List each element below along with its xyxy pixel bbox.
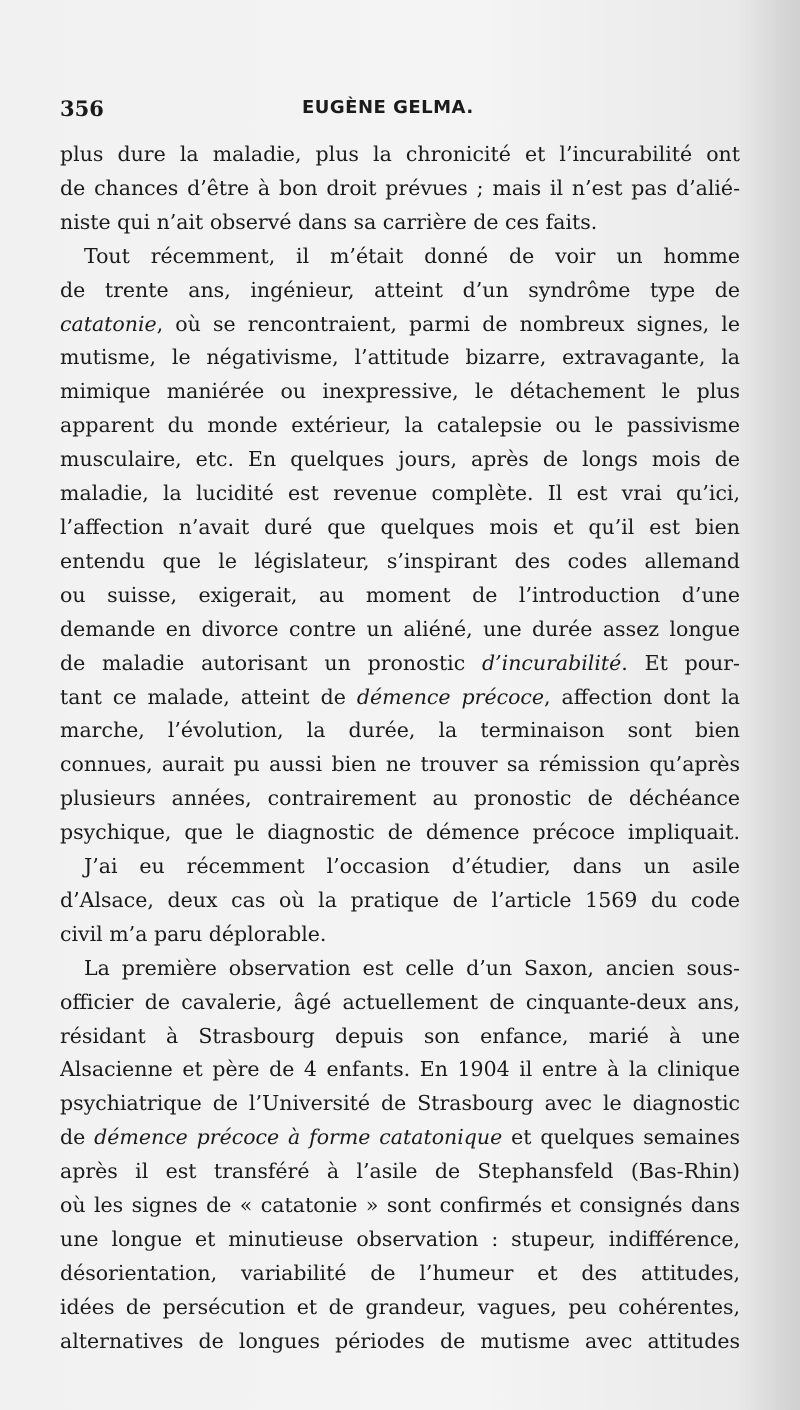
text-line: civil m’a paru déplorable. <box>60 921 327 946</box>
text-line <box>60 308 740 342</box>
text-run: , affection dont la <box>544 684 741 709</box>
text-line: entendu que le législateur, s’inspirant des codes allemand <box>60 548 740 573</box>
italic-term: démence précoce à forme catatonique <box>94 1125 503 1150</box>
running-head: EUGÈNE GELMA. <box>302 97 474 118</box>
text-line <box>60 1121 740 1155</box>
text-run: , où se rencontraient, parmi de nombreux signes, le <box>156 311 740 336</box>
text-line: une longue et minutieuse observation : stupeur, indifférence, <box>60 1227 740 1251</box>
page-number: 356 <box>60 96 104 121</box>
text-line: alternatives de longues périodes de mutisme avec attitudes <box>60 1328 740 1353</box>
italic-term: démence précoce <box>356 684 545 709</box>
paragraph <box>60 850 740 952</box>
text-line: J’ai eu récemment l’occasion d’étudier, dans un asile <box>84 854 740 879</box>
text-run: tant ce malade, atteint de <box>60 684 357 709</box>
text-run: . Et pour- <box>621 650 740 675</box>
text-line: d’Alsace, deux cas où la pratique de l’article 1569 du code <box>60 887 740 912</box>
text-line: Alsacienne et père de 4 enfants. En 1904 il entre à la clinique <box>60 1057 740 1082</box>
text-line: musculaire, etc. En quelques jours, après de longs mois de <box>60 447 740 472</box>
paragraph <box>60 138 740 240</box>
text-line: La première observation est celle d’un Saxon, ancien sous- <box>84 955 740 980</box>
text-line <box>60 647 740 681</box>
text-line: connues, aurait pu aussi bien ne trouver sa rémission qu’après <box>60 752 740 777</box>
text-line: marche, l’évolution, la durée, la terminaison sont bien <box>60 718 740 743</box>
text-line: apparent du monde extérieur, la catalepsie ou le passivisme <box>60 413 740 438</box>
paragraph <box>60 952 740 1359</box>
text-line: plus dure la maladie, plus la chronicité et l’incurabilité ont <box>60 142 740 166</box>
text-run: de maladie autorisant un pronostic <box>60 650 483 675</box>
text-line: résidant à Strasbourg depuis son enfance, marié à une <box>60 1023 740 1048</box>
text-line: psychiatrique de l’Université de Strasbourg avec le diagnostic <box>60 1091 740 1116</box>
text-line: désorientation, variabilité de l’humeur et des attitudes, <box>60 1260 740 1285</box>
text-line: psychique, que le diagnostic de démence précoce impliquait. <box>60 820 740 845</box>
text-line: de chances d’être à bon droit prévues ; mais il n’est pas d’alié- <box>60 175 740 200</box>
italic-term: catatonie <box>60 311 157 336</box>
text-line: de trente ans, ingénieur, atteint d’un syndrôme type de <box>60 277 740 302</box>
text-line: mutisme, le négativisme, l’attitude bizarre, extravagante, la <box>60 345 740 370</box>
text-line: demande en divorce contre un aliéné, une durée assez longue <box>60 616 740 641</box>
text-line: maladie, la lucidité est revenue complète. Il est vrai qu’ici, <box>60 481 740 506</box>
body-text <box>60 138 740 1359</box>
paragraph <box>60 240 740 850</box>
italic-term: d’incurabilité <box>482 650 622 675</box>
text-line: idées de persécution et de grandeur, vagues, peu cohérentes, <box>60 1294 740 1319</box>
text-line: Tout récemment, il m’était donné de voir un homme <box>84 243 740 268</box>
text-run: de <box>60 1125 95 1150</box>
text-line: ou suisse, exigerait, au moment de l’introduction d’une <box>60 582 740 607</box>
page-header <box>60 96 760 128</box>
text-line: mimique maniérée ou inexpressive, le détachement le plus <box>60 379 740 404</box>
text-line <box>60 681 740 715</box>
text-line: l’affection n’avait duré que quelques mois et qu’il est bien <box>60 514 740 539</box>
text-line: officier de cavalerie, âgé actuellement de cinquante-deux ans, <box>60 989 740 1014</box>
text-line: plusieurs années, contrairement au pronostic de déchéance <box>60 786 740 811</box>
text-line: où les signes de « catatonie » sont confirmés et consignés dans <box>60 1193 740 1218</box>
text-line: après il est transféré à l’asile de Stephansfeld (Bas-Rhin) <box>60 1159 740 1184</box>
text-run: et quelques semaines <box>502 1125 740 1150</box>
text-line: niste qui n’ait observé dans sa carrière de ces faits. <box>60 209 598 234</box>
